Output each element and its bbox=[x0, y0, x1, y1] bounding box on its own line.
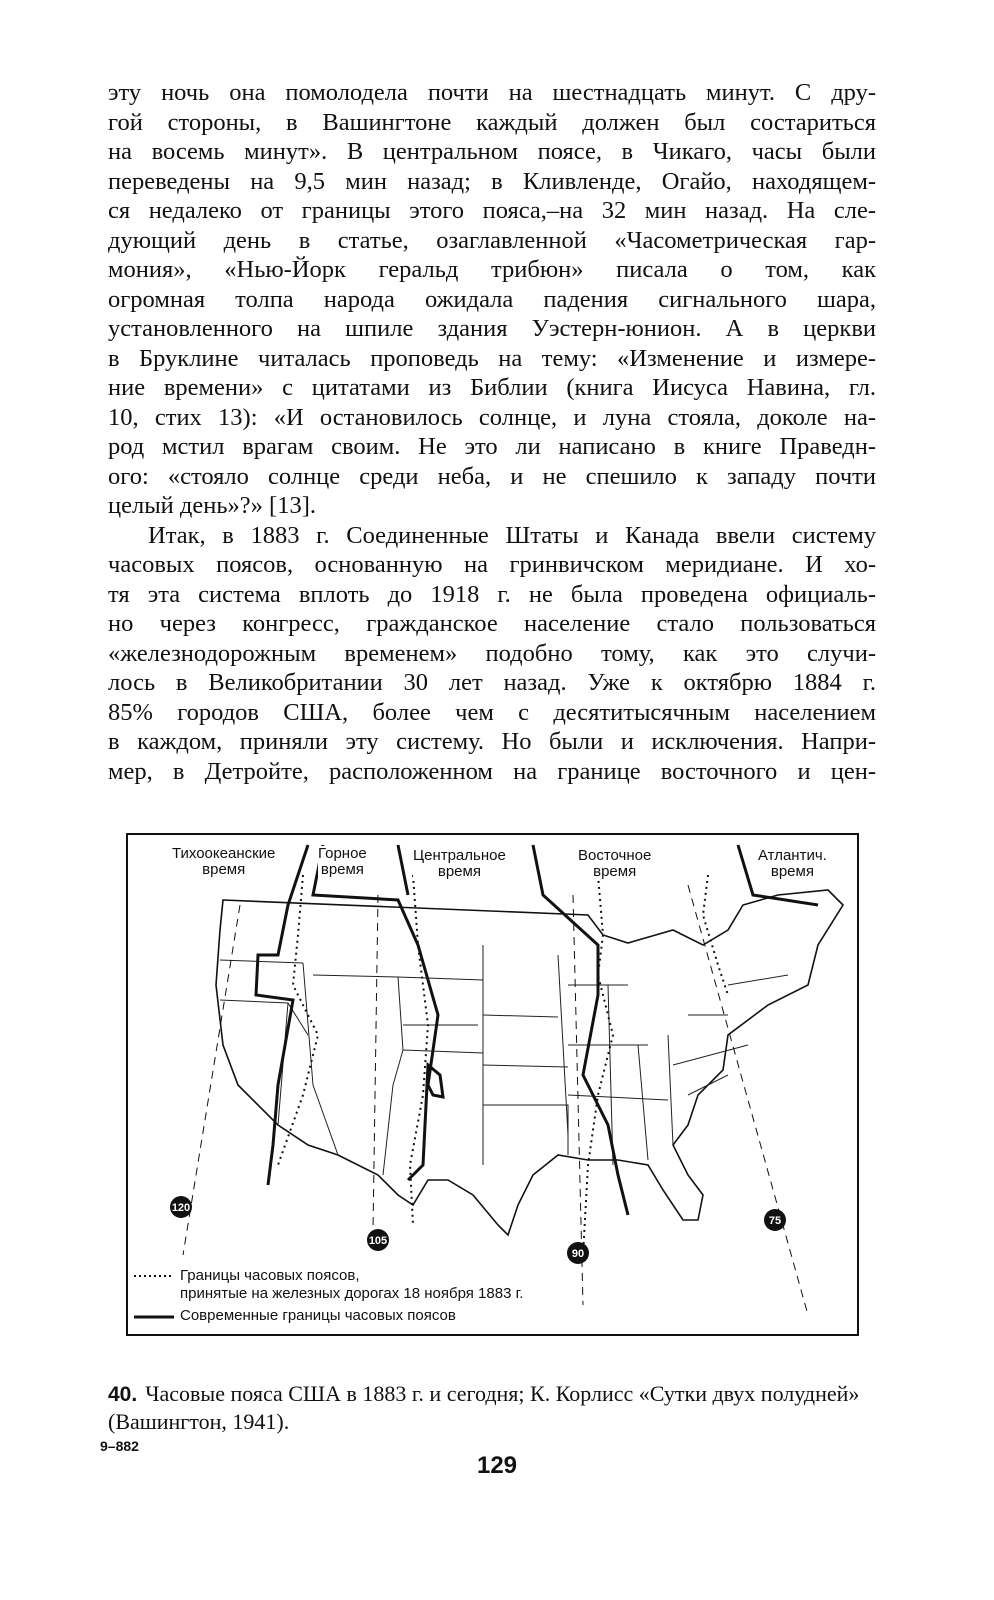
page-number: 129 bbox=[476, 1452, 518, 1479]
state-lines bbox=[220, 945, 788, 1175]
text-line: на восемь минут». В центральном поясе, в Чикаго, часы были bbox=[108, 138, 876, 165]
text-line: ого: «стояло солнце среди неба, и не спешило к западу почти bbox=[108, 462, 876, 490]
text-line: гой стороны, в Вашингтоне каждый должен был состариться bbox=[108, 108, 876, 136]
text-line: в Бруклине читалась проповедь на тему: «Изменение и измере- bbox=[108, 344, 876, 372]
text-line: переведены на 9,5 мин назад; в Кливленде, Огайо, находящем- bbox=[108, 167, 876, 195]
figure-caption bbox=[108, 1380, 876, 1435]
text-line: огромная толпа народа ожидала падения сигнального шара, bbox=[108, 285, 876, 313]
zone-label-central: Центральное время bbox=[413, 847, 506, 880]
meridian-105-label: 105 bbox=[368, 1235, 388, 1247]
zone-label-pacific: Тихоокеанские время bbox=[172, 845, 276, 878]
body-text bbox=[108, 78, 876, 786]
meridian-120-label: 120 bbox=[171, 1202, 191, 1214]
legend-solid: Современные границы часовых поясов bbox=[180, 1307, 456, 1324]
text-line: «железнодорожным временем» подобно тому, как это случи- bbox=[108, 639, 876, 667]
us-map-svg bbox=[128, 835, 857, 1334]
text-line: тя эта система вплоть до 1918 г. не была проведена официаль- bbox=[108, 580, 876, 608]
printer-signature: 9–882 bbox=[100, 1438, 139, 1454]
meridian-90-label: 90 bbox=[571, 1248, 585, 1260]
text-line: Итак, в 1883 г. Соединенные Штаты и Канада ввели систему bbox=[148, 521, 876, 549]
text-line: установленного на шпиле здания Уэстерн-юнион. А в церкви bbox=[108, 315, 876, 342]
meridian-75-label: 75 bbox=[768, 1215, 782, 1227]
text-line: мер, в Детройте, расположенном на границе восточного и цен- bbox=[108, 757, 876, 785]
zone-label-atlantic: Атлантич. время bbox=[758, 847, 827, 880]
zone-label-eastern: Восточное время bbox=[578, 847, 652, 880]
text-line: 10, стих 13): «И остановилось солнце, и луна стояла, доколе на- bbox=[108, 403, 876, 431]
text-line: часовых поясов, основанную на гринвичском меридиане. И хо- bbox=[108, 551, 876, 578]
text-line: но через конгресс, гражданское население стало пользоваться bbox=[108, 610, 876, 637]
legend-dotted: Границы часовых поясов, принятые на железных дорогах 18 ноября 1883 г. bbox=[180, 1267, 524, 1302]
text-line: дующий день в статье, озаглавленной «Часометрическая гар- bbox=[108, 226, 876, 254]
caption-number: 40. bbox=[108, 1383, 138, 1406]
text-line: мония», «Нью-Йорк геральд трибюн» писала о том, как bbox=[108, 256, 876, 283]
text-line: целый день»?» [13]. bbox=[108, 492, 316, 519]
text-line: в каждом, приняли эту систему. Но были и исключения. Напри- bbox=[108, 728, 876, 755]
caption-text: Часовые пояса США в 1883 г. и сегодня; К. Корлисс «Сутки двух полудней» (Вашингтон, 1941). bbox=[108, 1381, 860, 1434]
text-line: 85% городов США, более чем с десятитысячным населением bbox=[108, 698, 876, 726]
text-line: ся недалеко от границы этого пояса,–на 32 мин назад. На сле- bbox=[108, 197, 876, 224]
us-outline bbox=[216, 890, 843, 1235]
time-zone-map-figure bbox=[126, 833, 859, 1336]
meridian-markers bbox=[170, 1196, 786, 1264]
text-line: эту ночь она помолодела почти на шестнадцать минут. С дру- bbox=[108, 79, 876, 106]
text-line: ние времени» с цитатами из Библии (книга Иисуса Навина, гл. bbox=[108, 374, 876, 401]
text-line: род мстил врагам своим. Не это ли написано в книге Праведн- bbox=[108, 433, 876, 460]
text-line: лось в Великобритании 30 лет назад. Уже к октябрю 1884 г. bbox=[108, 669, 876, 696]
zone-label-mountain: Горное время bbox=[318, 845, 367, 878]
